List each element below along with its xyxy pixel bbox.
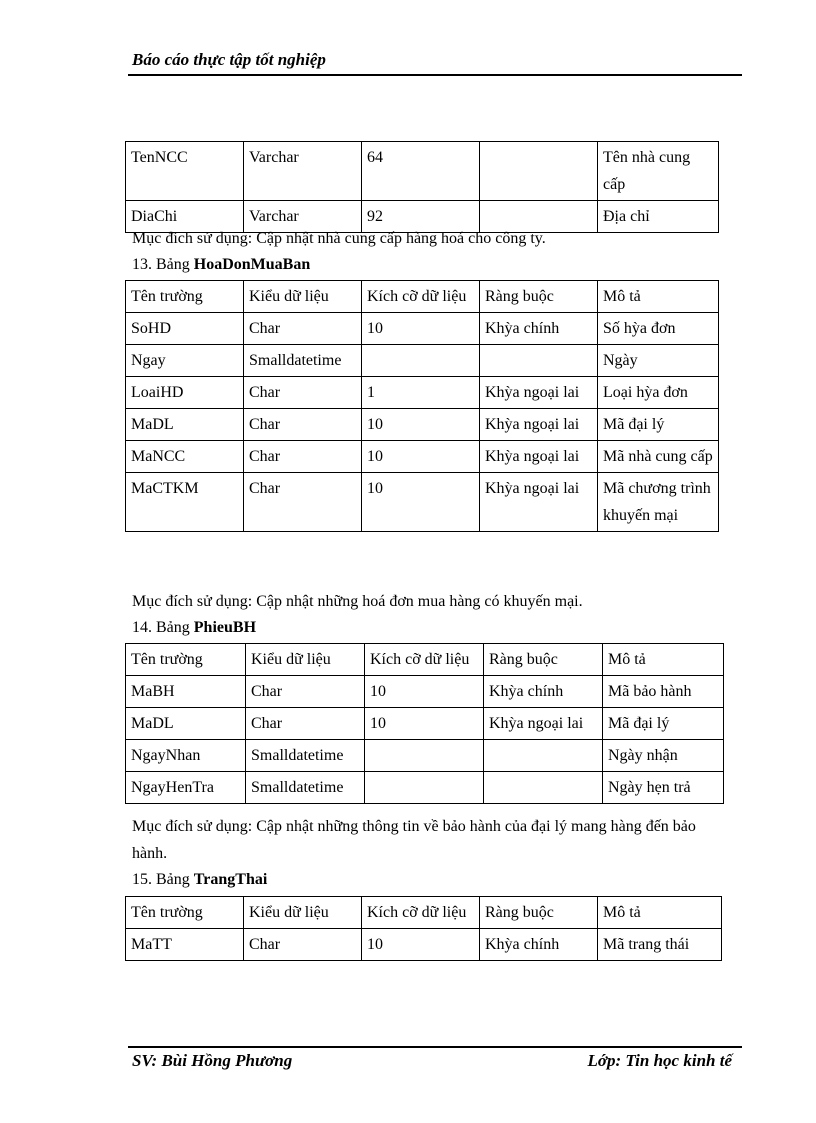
table-cell: Varchar [244,142,362,201]
table-cell: DiaChi [126,201,244,233]
table-cell: Khỳa ngoại lai [480,377,598,409]
table-cell: Char [244,409,362,441]
column-header: Kiểu dữ liệu [246,644,365,676]
table-cell: Ngay [126,345,244,377]
column-header: Ràng buộc [480,897,598,929]
table-cell: Khỳa ngoại lai [480,473,598,532]
footer-student: SV: Bùi Hồng Phương [132,1051,293,1070]
table-cell: Mã chương trình khuyến mại [598,473,719,532]
table-row [126,740,724,772]
table-cell: Mã đại lý [603,708,724,740]
table-cell: Mã nhà cung cấp [598,441,719,473]
supplier-purpose: Mục đích sử dụng: Cập nhật nhà cung cấp hàng hoá cho công ty. [132,230,546,247]
table-row [126,676,724,708]
section-15-prefix: 15. Bảng [132,871,194,888]
section-13-purpose: Mục đích sử dụng: Cập nhật những hoá đơn mua hàng có khuyến mại. [132,593,583,610]
table-header-row [126,897,722,929]
table-row [126,409,719,441]
table-trangthai [125,896,722,961]
table-cell: SoHD [126,313,244,345]
column-header: Mô tả [603,644,724,676]
table-cell: Mã bảo hành [603,676,724,708]
footer-rule [128,1046,742,1048]
column-header: Tên trường [126,281,244,313]
table-cell: 10 [362,441,480,473]
column-header: Ràng buộc [480,281,598,313]
table-cell [484,772,603,804]
table-row [126,929,722,961]
table-cell: Char [246,676,365,708]
table-cell [365,772,484,804]
table-cell: MaBH [126,676,246,708]
section-14-name: PhieuBH [193,619,257,636]
column-header: Kích cỡ dữ liệu [365,644,484,676]
table-row [126,313,719,345]
table-cell: 10 [365,708,484,740]
table-cell: MaCTKM [126,473,244,532]
column-header: Tên trường [126,644,246,676]
table-cell: Khỳa ngoại lai [480,409,598,441]
table-cell [365,740,484,772]
table-row [126,473,719,532]
table-cell: Khỳa ngoại lai [480,441,598,473]
table-cell: Khỳa chính [480,313,598,345]
table-cell: Char [244,473,362,532]
supplier-table [125,141,719,233]
table-header-row [126,644,724,676]
column-header: Kích cỡ dữ liệu [362,897,480,929]
column-header: Tên trường [126,897,244,929]
column-header: Mô tả [598,281,719,313]
table-cell: Loại hỳa đơn [598,377,719,409]
column-header: Kiểu dữ liệu [244,281,362,313]
table-cell: NgayHenTra [126,772,246,804]
table-cell: Char [244,929,362,961]
table-cell: 1 [362,377,480,409]
table-cell: Số hỳa đơn [598,313,719,345]
table-cell: Smalldatetime [246,740,365,772]
table-cell: Khỳa chính [484,676,603,708]
table-cell: Smalldatetime [244,345,362,377]
table-header-row [126,281,719,313]
table-row [126,772,724,804]
section-13-prefix: 13. Bảng [132,256,194,273]
table-cell: Khỳa chính [480,929,598,961]
section-15-name: TrangThai [193,871,268,888]
table-cell: Char [246,708,365,740]
table-cell: 10 [362,929,480,961]
footer-class: Lớp: Tin học kinh tế [587,1051,732,1070]
table-cell: LoaiHD [126,377,244,409]
table-cell: Tên nhà cung cấp [598,142,719,201]
table-cell: MaDL [126,708,246,740]
table-cell: 10 [362,409,480,441]
table-cell [362,345,480,377]
column-header: Mô tả [598,897,722,929]
table-row [126,142,719,201]
table-cell: Mã trang thái [598,929,722,961]
table-cell: MaNCC [126,441,244,473]
table-cell: Char [244,377,362,409]
table-cell: MaTT [126,929,244,961]
table-row [126,377,719,409]
table-row [126,345,719,377]
table-row [126,441,719,473]
table-phieubh [125,643,724,804]
table-cell: MaDL [126,409,244,441]
column-header: Kích cỡ dữ liệu [362,281,480,313]
table-hoadonmuaban [125,280,719,532]
table-cell: Smalldatetime [246,772,365,804]
section-13-name: HoaDonMuaBan [193,256,311,273]
table-cell: NgayNhan [126,740,246,772]
table-cell: Ngày hẹn trả [603,772,724,804]
table-cell [480,345,598,377]
table-cell: 10 [365,676,484,708]
table-cell: 92 [362,201,480,233]
table-cell: 10 [362,473,480,532]
column-header: Kiểu dữ liệu [244,897,362,929]
table-cell: Mã đại lý [598,409,719,441]
table-cell: Char [244,313,362,345]
table-cell: Varchar [244,201,362,233]
table-cell: Ngày nhận [603,740,724,772]
table-cell: Địa chỉ [598,201,719,233]
table-cell: TenNCC [126,142,244,201]
table-cell: Khỳa ngoại lai [484,708,603,740]
section-13-heading [132,253,310,277]
table-cell: Ngày [598,345,719,377]
section-14-purpose: Mục đích sử dụng: Cập nhật những thông tin về bảo hành của đại lý mang hàng đến bảo hành. [132,818,696,862]
column-header: Ràng buộc [484,644,603,676]
section-14-prefix: 14. Bảng [132,619,194,636]
header-rule [128,74,742,76]
table-cell: 10 [362,313,480,345]
table-cell [484,740,603,772]
table-cell [480,142,598,201]
page-header-title: Báo cáo thực tập tốt nghiệp [132,50,326,69]
table-cell: Char [244,441,362,473]
table-cell: 64 [362,142,480,201]
section-14-heading [132,616,256,640]
section-15-heading [132,868,267,892]
table-row [126,708,724,740]
